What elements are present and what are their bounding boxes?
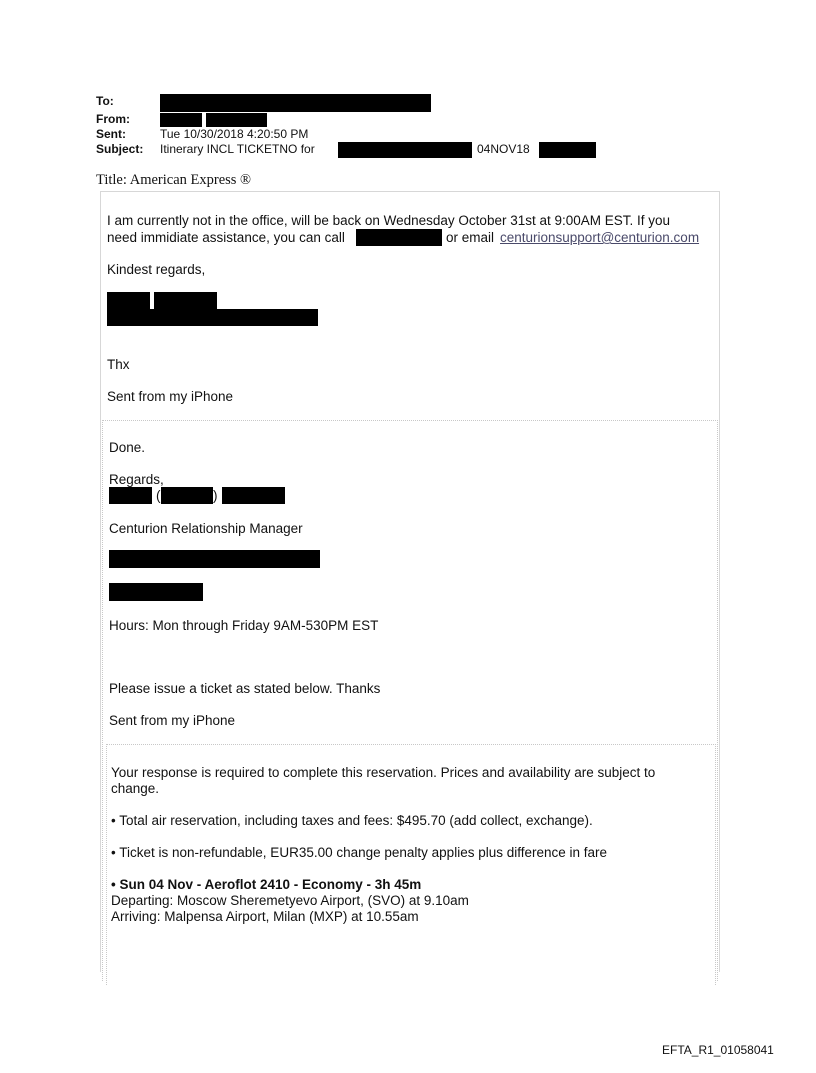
redacted-phone [356, 229, 442, 246]
sent-label: Sent: [96, 127, 126, 141]
redacted-signature-name-first [107, 292, 150, 309]
redacted-contact-line2 [109, 583, 203, 601]
manager-role: Centurion Relationship Manager [109, 521, 303, 536]
to-label: To: [96, 94, 114, 108]
redacted-contact-line1 [109, 550, 320, 568]
title-line: Title: American Express ® [96, 172, 252, 188]
auto-reply-line2-prefix: need immidiate assistance, you can call [107, 230, 345, 245]
kindest-regards: Kindest regards, [107, 262, 206, 277]
auto-reply-line2-mid: or email [446, 230, 495, 245]
from-label: From: [96, 112, 130, 126]
redacted-subject-code [539, 142, 596, 158]
flight-title: • Sun 04 Nov - Aeroflot 2410 - Economy - 3h 45m [111, 877, 422, 892]
auto-reply-line1: I am currently not in the office, will be back on Wednesday October 31st at 9:00AM EST. If you [107, 213, 671, 228]
sent-value: Tue 10/30/2018 4:20:50 PM [160, 127, 309, 141]
redacted-sender-last [206, 113, 267, 127]
paren-close: ) [213, 488, 218, 503]
thx-text: Thx [107, 357, 130, 372]
redacted-subject-name [338, 142, 472, 158]
reservation-notice-line2: change. [111, 781, 160, 796]
total-fare-bullet: • Total air reservation, including taxes and fees: $495.70 (add collect, exchange). [111, 813, 593, 828]
redacted-signature-title [107, 309, 318, 326]
refund-policy-bullet: • Ticket is non-refundable, EUR35.00 change penalty applies plus difference in fare [111, 845, 608, 860]
reservation-notice-line1: Your response is required to complete this reservation. Prices and availability are subject to [111, 765, 656, 780]
sent-from-iphone-2: Sent from my iPhone [109, 713, 236, 728]
redacted-signature-name-last [154, 292, 217, 309]
document-id: EFTA_R1_01058041 [662, 1043, 774, 1057]
redacted-manager-nickname [161, 487, 213, 504]
issue-ticket-request: Please issue a ticket as stated below. Thanks [109, 681, 381, 696]
redacted-recipient [160, 94, 431, 112]
sent-from-iphone-1: Sent from my iPhone [107, 389, 234, 404]
redacted-manager-last [222, 487, 285, 504]
redacted-sender-first [160, 113, 202, 127]
redacted-manager-first [109, 487, 152, 504]
flight-arriving: Arriving: Malpensa Airport, Milan (MXP) at 10.55am [111, 909, 419, 924]
office-hours: Hours: Mon through Friday 9AM-530PM EST [109, 618, 379, 633]
subject-date: 04NOV18 [477, 142, 530, 156]
subject-prefix: Itinerary INCL TICKETNO for [160, 142, 315, 156]
regards-text: Regards, [109, 472, 164, 487]
support-email-link[interactable]: centurionsupport@centurion.com [500, 230, 700, 245]
done-text: Done. [109, 440, 146, 455]
paren-open: ( [156, 488, 161, 503]
flight-departing: Departing: Moscow Sheremetyevo Airport, (SVO) at 9.10am [111, 893, 469, 908]
subject-label: Subject: [96, 142, 144, 156]
